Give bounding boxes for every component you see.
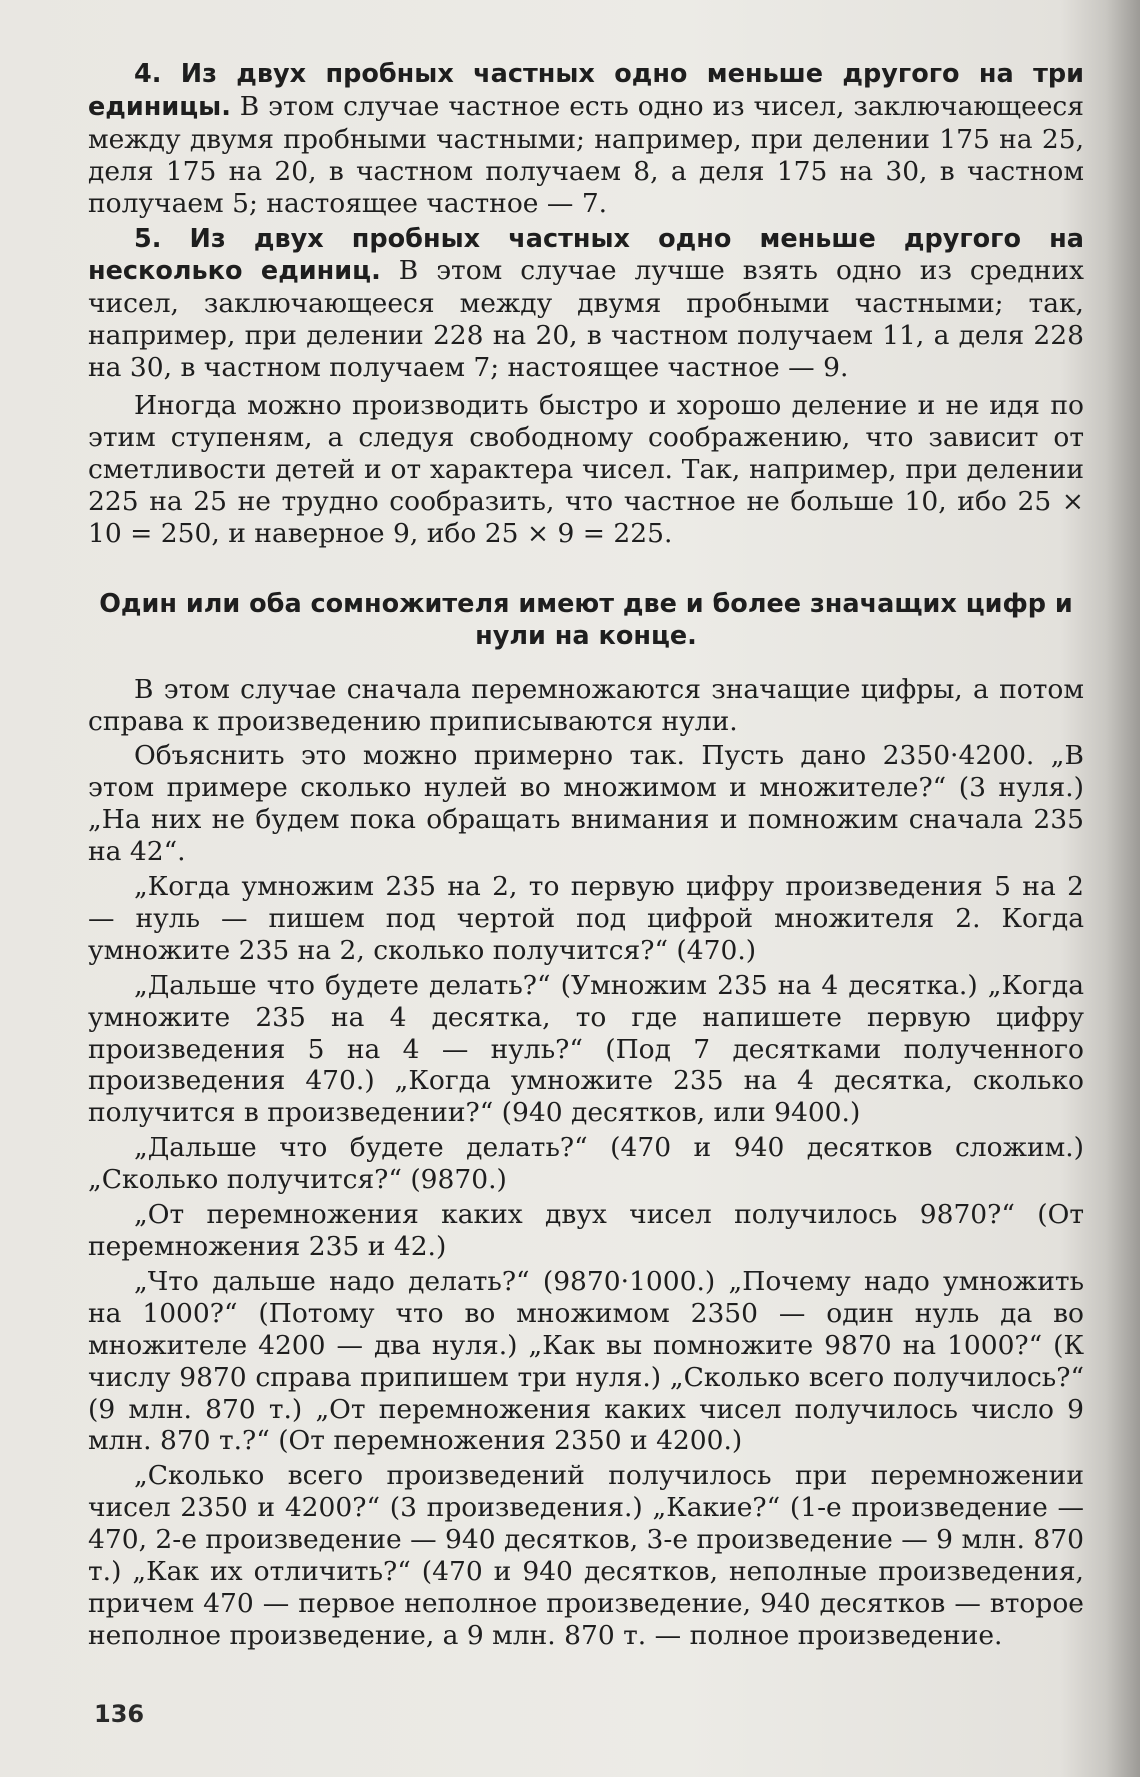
item-4-body: В этом случае частное есть одно из чисел, заключающееся между двумя пробными частными; например, при делении 175 на 25, деля 175 на 20, в частном получаем 8, а деля 175 на 30, в частном получаем 5; настоящее частное — 7.	[88, 90, 1084, 219]
item-5-paragraph	[88, 223, 1084, 385]
section-paragraph-4: „Дальше что будете делать?“ (Умножим 235 на 4 десятка.) „Когда умножите 235 на 4 десятка, то где напишете первую цифру произведения 5 на 4 — нуль?“ (Под 7 десятками полученного произведения 470.) „Когда умножите 235 на 4 десятка, сколько получится в произведении?“ (940 десятков, или 9400.)	[88, 969, 1084, 1129]
item-5-lead: 5. Из двух пробных частных одно меньше другого на несколько единиц.	[88, 223, 1084, 287]
section-paragraph-6: „От перемножения каких двух чисел получилось 9870?“ (От перемножения 235 и 42.)	[88, 1199, 1084, 1262]
section-heading: Один или оба сомножителя имеют две и более значащих цифр и нули на конце.	[99, 588, 1073, 651]
section-paragraph-2: Объяснить это можно примерно так. Пусть дано 2350·4200. „В этом примере сколько нулей во множимом и множителе?“ (3 нуля.) „На них не будем пока обращать внимания и помножим сначала 235 на 42“.	[88, 740, 1084, 868]
free-division-paragraph: Иногда можно производить быстро и хорошо деление и не идя по этим ступеням, а следуя свободному соображению, что зависит от сметливости детей и от характера чисел. Так, например, при делении 225 на 25 не трудно сообразить, что частное не больше 10, ибо 25 × 10 = 250, и наверное 9, ибо 25 × 9 = 225.	[88, 390, 1084, 549]
section-paragraph-8: „Сколько всего произведений получилось при перемножении чисел 2350 и 4200?“ (3 произведения.) „Какие?“ (1-е произведение — 470, 2-е произведение — 940 десятков, 3-е произведение — 9 млн. 870 т.) „Как их отличить?“ (470 и 940 десятков, неполные произведения, причем 470 — первое неполное произведение, 940 десятков — второе неполное произведение, а 9 млн. 870 т. — полное произведение.	[88, 1460, 1084, 1651]
section-paragraph-5: „Дальше что будете делать?“ (470 и 940 десятков сложим.) „Сколько получится?“ (9870.)	[88, 1132, 1084, 1196]
item-5-body: В этом случае лучше взять одно из средних чисел, заключающееся между двумя пробными частными; так, например, при делении 228 на 20, в частном получаем 11, а деля 228 на 30, в частном получаем 7; настоящее частное — 9.	[88, 255, 1084, 384]
section-paragraph-3: „Когда умножим 235 на 2, то первую цифру произведения 5 на 2 — нуль — пишем под чертой под цифрой множителя 2. Когда умножите 235 на 2, сколько получится?“ (470.)	[88, 871, 1084, 966]
page-number: 136	[94, 1700, 145, 1728]
section-paragraph-7: „Что дальше надо делать?“ (9870·1000.) „Почему надо умножить на 1000?“ (Потому что во множимом 2350 — один нуль да во множителе 4200 — два нуля.) „Как вы помножите 9870 на 1000?“ (К числу 9870 справа припишем три нуля.) „Сколько всего получилось?“ (9 млн. 870 т.) „От перемножения каких чисел получилось число 9 млн. 870 т.?“ (От перемножения 2350 и 4200.)	[88, 1265, 1084, 1457]
section-paragraph-1: В этом случае сначала перемножаются значащие цифры, а потом справа к произведению приписываются нули.	[88, 673, 1084, 737]
page-text	[88, 58, 1084, 1652]
item-4-paragraph	[88, 58, 1084, 220]
item-4-lead: 4. Из двух пробных частных одно меньше другого на три единицы.	[88, 59, 1084, 122]
